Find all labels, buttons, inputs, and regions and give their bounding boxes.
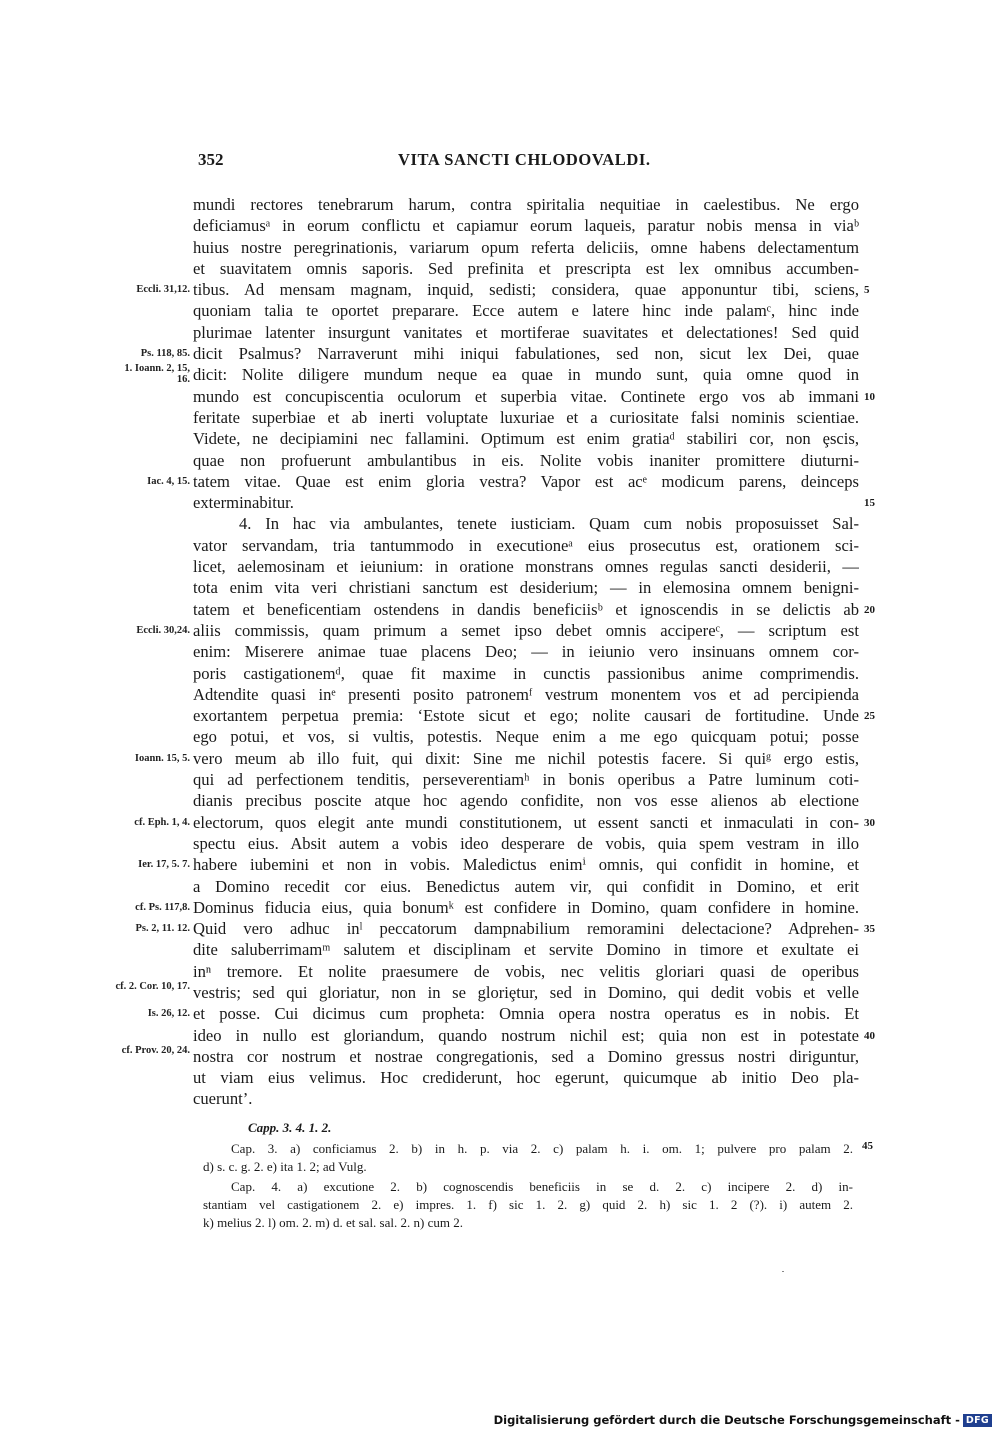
text-line: 4. In hac via ambulantes, tenete iusticiam. Quam cum nobis proposuisset Sal-: [239, 514, 859, 534]
text-line: Quid vero adhuc inˡ peccatorum dampnabilium remoramini delectacione? Adprehen-: [193, 919, 859, 939]
text-line: nostra cor nostrum et nostrae congregationis, sed a Domino gressus nostri diriguntur,: [193, 1046, 859, 1066]
running-title: VITA SANCTI CHLODOVALDI.: [398, 150, 651, 169]
margin-reference: Iac. 4, 15.: [147, 475, 190, 487]
text-line: habere iubemini et non in vobis. Maledictus enimⁱ omnis, qui confidit in homine, et: [193, 855, 859, 875]
margin-reference: Ioann. 15, 5.: [134, 752, 190, 764]
text-line: dite saluberrimamᵐ salutem et disciplinam et servite Domino in timore et exultate ei: [193, 940, 859, 960]
text-line: Adtendite quasi inᵉ presenti posito patronemᶠ vestrum monentem vos et ad percipienda: [193, 684, 859, 704]
margin-reference: cf. Eph. 1, 4.: [134, 816, 190, 828]
text-line: tibus. Ad mensam magnam, inquid, sedisti; considera, quae apponuntur tibi, sciens,: [193, 280, 859, 300]
text-line: qui ad perfectionem tenditis, perseverentiamʰ in bonis operibus a Patre luminum coti-: [193, 770, 859, 790]
apparatus-note: k) melius 2. l) om. 2. m) d. et sal. sal. 2. n) cum 2.: [203, 1215, 463, 1230]
text-line: vero meum ab illo fuit, qui dixit: Sine me nichil potestis facere. Si quiᵍ ergo estis,: [193, 748, 859, 768]
line-number: 45: [862, 1140, 873, 1152]
margin-reference: cf. 2. Cor. 10, 17.: [115, 981, 190, 993]
line-number: 25: [864, 710, 875, 723]
apparatus-note: Cap. 4. a) excutione 2. b) cognoscendis beneficiis in se d. 2. c) incipere 2. d) in-: [231, 1179, 853, 1194]
text-line: vator servandam, tria tantummodo in executioneᵃ eius prosecutus est, orationem sci-: [193, 535, 859, 555]
margin-reference: Ier. 17, 5. 7.: [138, 859, 190, 871]
line-number: 20: [864, 603, 875, 616]
text-line: et posse. Cui dicimus cum propheta: Omnia opera nostra operatus es in nobis. Et: [193, 1004, 859, 1024]
apparatus-note: stantiam vel castigationem 2. e) impres. 1. f) sic 1. 2. g) quid 2. h) sic 1. 2 (?). i) autem 2.: [203, 1197, 853, 1212]
text-line: exterminabitur.: [193, 493, 294, 513]
page-number: 352: [198, 150, 224, 169]
text-line: huius nostre peregrinationis, variarum opum referta deliciis, omne habens delectamentum: [193, 237, 859, 257]
text-line: electorum, quos elegit ante mundi constitutionem, ut essent sancti et inmaculati in con-: [193, 812, 859, 832]
text-line: dicit: Nolite diligere mundum neque ea quae in mundo sunt, quia omne quod in: [193, 365, 859, 385]
margin-reference: cf. Ps. 117,8.: [135, 901, 190, 913]
apparatus-note: d) s. c. g. 2. e) ita 1. 2; ad Vulg.: [203, 1159, 367, 1174]
margin-reference: Ps. 2, 11. 12.: [135, 923, 190, 935]
text-line: et suavitatem omnis saporis. Sed prefinita et prescripta est lex omnibus accumben-: [193, 258, 859, 278]
main-text: [193, 194, 859, 1110]
text-line: inⁿ tremore. Et nolite praesumere de vobis, nec velitis gloriari quasi de operibus: [193, 961, 859, 981]
apparatus-note: Cap. 3. a) conficiamus 2. b) in h. p. via 2. c) palam h. i. om. 1; pulvere pro palam 2.: [231, 1141, 853, 1156]
text-line: feritate superbiae et ab inerti voluptate luxuriae et a curiositate falsi nominis scientiae.: [193, 407, 859, 427]
text-line: vestris; sed qui gloriatur, non in se gloriȩtur, sed in Domino, qui dedit vobis et velle: [193, 982, 859, 1002]
text-line: Dominus fiducia eius, quia bonumᵏ est confidere in Domino, quam confidere in homine.: [193, 897, 859, 917]
dfg-logo: DFG: [963, 1414, 992, 1427]
margin-reference: cf. Prov. 20, 24.: [121, 1045, 190, 1056]
text-line: dicit Psalmus? Narraverunt mihi iniqui fabulationes, sed non, sicut lex Dei, quae: [193, 344, 859, 364]
text-line: mundi rectores tenebrarum harum, contra spiritalia nequitiae in caelestibus. Ne ergo: [193, 195, 859, 214]
margin-reference: Is. 26, 12.: [147, 1008, 190, 1020]
text-line: licet, aelemosinam et ieiunium: in oratione monstrans omnes regulas sancti desiderii, —: [193, 557, 859, 577]
line-number: 5: [864, 284, 870, 297]
margin-reference: 1. Ioann. 2, 15, 16.: [124, 363, 190, 386]
text-line: Videte, ne decipiamini nec fallamini. Optimum est enim gratiaᵈ stabiliri cor, non ȩscis,: [193, 429, 859, 449]
line-number: 10: [864, 390, 875, 403]
line-number: 15: [864, 497, 875, 510]
text-line: tatem et beneficentiam ostendens in dandis beneficiisᵇ et ignoscendis in se delictis ab: [193, 599, 859, 619]
text-line: dianis precibus poscite atque hoc agendo confidite, non vos esse alienos ab electione: [193, 791, 859, 811]
text-line: mundo est concupiscentia oculorum et superbia vitae. Continete ergo vos ab immani: [193, 386, 859, 406]
text-line: a Domino recedit cor eius. Benedictus autem vir, qui confidit in Domino, et erit: [193, 876, 859, 896]
line-number: 30: [864, 816, 875, 829]
text-line: ut viam eius velimus. Hoc crediderunt, hoc egerunt, quicumque ab initio Deo pla-: [193, 1068, 859, 1088]
text-line: tota enim vita veri christiani sanctum est desiderium; — in elemosina omnem benigni-: [193, 578, 859, 598]
margin-reference: Ps. 118, 85.: [140, 348, 190, 360]
text-line: cuerunt’.: [193, 1089, 253, 1109]
text-line: enim: Miserere animae tuae placens Deo; — in ieiunio vero insinuans omnem cor-: [193, 642, 859, 662]
line-number: 40: [864, 1029, 875, 1042]
apparatus-heading: Capp. 3. 4. 1. 2.: [248, 1120, 332, 1135]
text-line: quoniam talia te oportet preparare. Ecce autem e latere hinc inde palamᶜ, hinc inde: [193, 301, 859, 321]
speck: [782, 1271, 784, 1272]
text-line: plurimae latenter insurgunt vanitates et mortiferae suavitates et delectationes! Sed quid: [193, 322, 859, 342]
text-line: exortantem perpetua premia: ‘Estote sicut et ego; nolite causari de fortitudine. Unde: [193, 706, 859, 726]
text-line: ideo in nullo est gloriandum, quando nostrum nichil est; quia non est in potestate: [193, 1025, 859, 1045]
line-number: 35: [864, 923, 875, 936]
margin-reference: Eccli. 31,12.: [136, 284, 190, 296]
text-line: tatem vitae. Quae est enim gloria vestra? Vapor est acᵉ modicum parens, deinceps: [193, 471, 859, 491]
text-line: ego potui, et vos, si vultis, potestis. Neque enim a me ego quicquam potui; posse: [193, 727, 859, 747]
text-line: aliis commissis, quam primum a semet ipso debet omnis accipereᶜ, — scriptum est: [193, 620, 859, 640]
text-line: deficiamusᵃ in eorum conflictu et capiamur eorum laqueis, paratur nobis mensa in viaᵇ: [193, 216, 859, 236]
page-header: [0, 150, 1000, 180]
footer-credit: [494, 1412, 992, 1428]
text-line: quae non profuerunt ambulantibus in eis. Nolite vobis inaniter promittere diuturni-: [193, 450, 859, 470]
text-line: spectu eius. Absit autem a vobis ideo desperare de vobis, quia spem vestram in illo: [193, 833, 859, 853]
margin-reference: Eccli. 30,24.: [136, 625, 190, 636]
footer-text: Digitalisierung gefördert durch die Deutsche Forschungsgemeinschaft -: [493, 1413, 960, 1427]
text-line: poris castigationemᵈ, quae fit maxime in cunctis passionibus anime comprimendis.: [193, 663, 859, 683]
